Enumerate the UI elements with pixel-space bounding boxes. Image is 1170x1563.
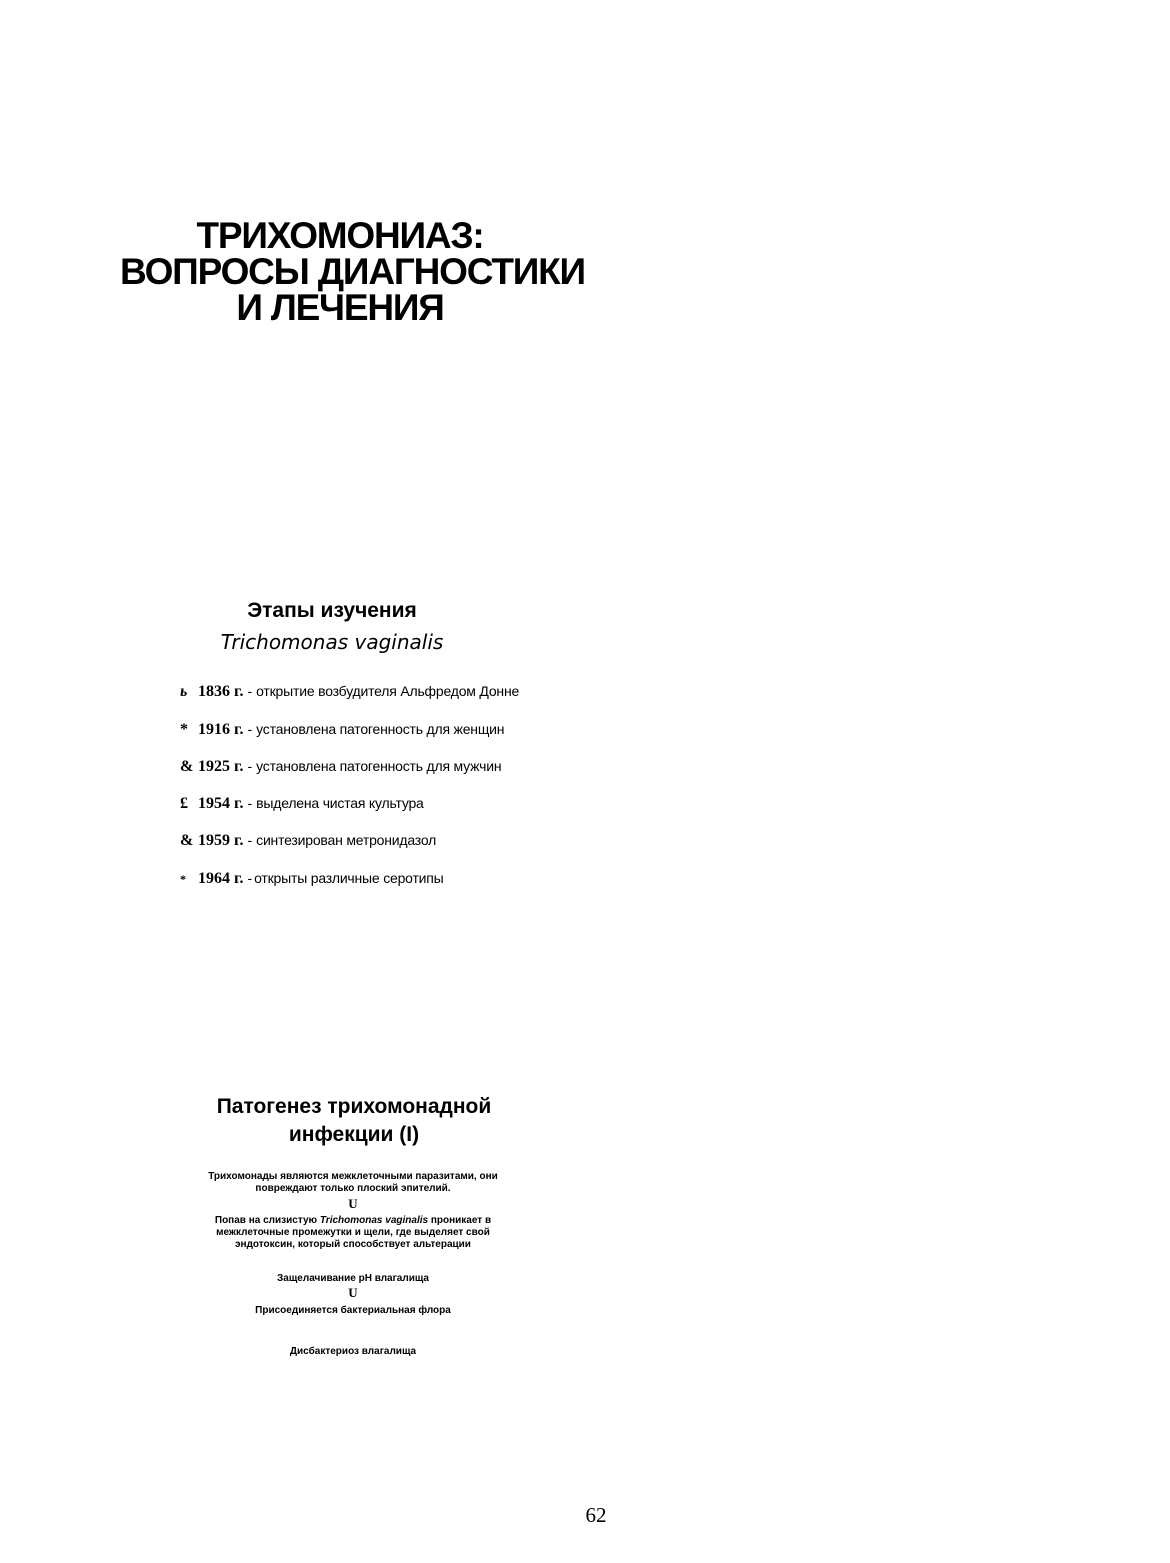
pathogenesis-step-4: Присоединяется бактериальная флора: [255, 1305, 451, 1316]
pathogenesis-heading-line-2: инфекции (I): [288, 1123, 420, 1146]
page-number: 62: [585, 1503, 607, 1527]
bullet-symbol: *: [180, 872, 186, 886]
step-2-line-2: межклеточные промежутки и щели, где выделяет свой: [216, 1227, 490, 1238]
timeline-item: [180, 721, 504, 745]
timeline-dash: -: [247, 758, 253, 774]
pathogenesis-step-1: [190, 1171, 516, 1195]
step-1-line-1: Трихомонады являются межклеточными паразитами, они: [208, 1171, 498, 1182]
bullet-symbol: £: [180, 795, 188, 812]
flow-arrow: U: [348, 1285, 358, 1300]
flow-arrow: U: [348, 1196, 358, 1211]
timeline-year: 1964 г.: [198, 870, 244, 887]
timeline-description: установлена патогенность для мужчин: [256, 758, 502, 774]
history-subheading: Trichomonas vaginalis: [220, 630, 444, 654]
pathogenesis-step-5: Дисбактериоз влагалища: [289, 1346, 417, 1357]
timeline-year: 1916 г.: [198, 721, 244, 738]
document-title: [120, 215, 585, 328]
step-2-species-name: Trichomonas vaginalis: [319, 1215, 429, 1226]
pathogenesis-heading-line-1: Патогенез трихомонадной: [216, 1095, 492, 1118]
timeline-description: открытие возбудителя Альфредом Донне: [256, 683, 520, 699]
bullet-symbol: ь: [180, 683, 188, 700]
timeline-dash: -: [247, 870, 253, 886]
timeline-year: 1836 г.: [198, 683, 244, 700]
bullet-symbol: &: [180, 832, 194, 849]
pathogenesis-step-3: Защелачивание рН влагалища: [277, 1273, 429, 1284]
step-2-text-pre: Попав на слизистую: [214, 1215, 320, 1226]
pathogenesis-step-2: [190, 1215, 516, 1251]
timeline-item: [180, 832, 436, 856]
timeline-description: синтезирован метронидазол: [256, 832, 437, 848]
timeline-year: 1954 г.: [198, 795, 244, 812]
timeline-item: [180, 683, 519, 707]
timeline-dash: -: [247, 721, 253, 737]
timeline-dash: -: [247, 832, 253, 848]
title-line-3: И ЛЕЧЕНИЯ: [236, 287, 444, 328]
title-line-1: ТРИХОМОНИАЗ:: [196, 215, 484, 256]
step-2-line-3: эндотоксин, который способствует альтерации: [235, 1239, 471, 1250]
timeline-year: 1959 г.: [198, 832, 244, 849]
history-heading: Этапы изучения: [247, 599, 417, 622]
step-2-line-1: [190, 1215, 516, 1227]
timeline-item: [180, 870, 444, 894]
timeline-description: установлена патогенность для женщин: [256, 721, 505, 737]
bullet-symbol: &: [180, 758, 194, 775]
timeline-dash: -: [247, 683, 253, 699]
timeline-dash: -: [247, 795, 253, 811]
timeline-description: выделена чистая культура: [256, 795, 424, 811]
timeline-item: [180, 795, 424, 819]
step-2-text-post: проникает в: [428, 1215, 492, 1226]
timeline-year: 1925 г.: [198, 758, 244, 775]
timeline-description: открыты различные серотипы: [254, 870, 444, 886]
timeline-item: [180, 758, 501, 782]
pathogenesis-heading: [180, 1093, 528, 1149]
title-line-2: ВОПРОСЫ ДИАГНОСТИКИ: [120, 251, 585, 292]
bullet-symbol: *: [180, 721, 188, 738]
step-1-line-2: повреждают только плоский эпителий.: [255, 1183, 451, 1194]
